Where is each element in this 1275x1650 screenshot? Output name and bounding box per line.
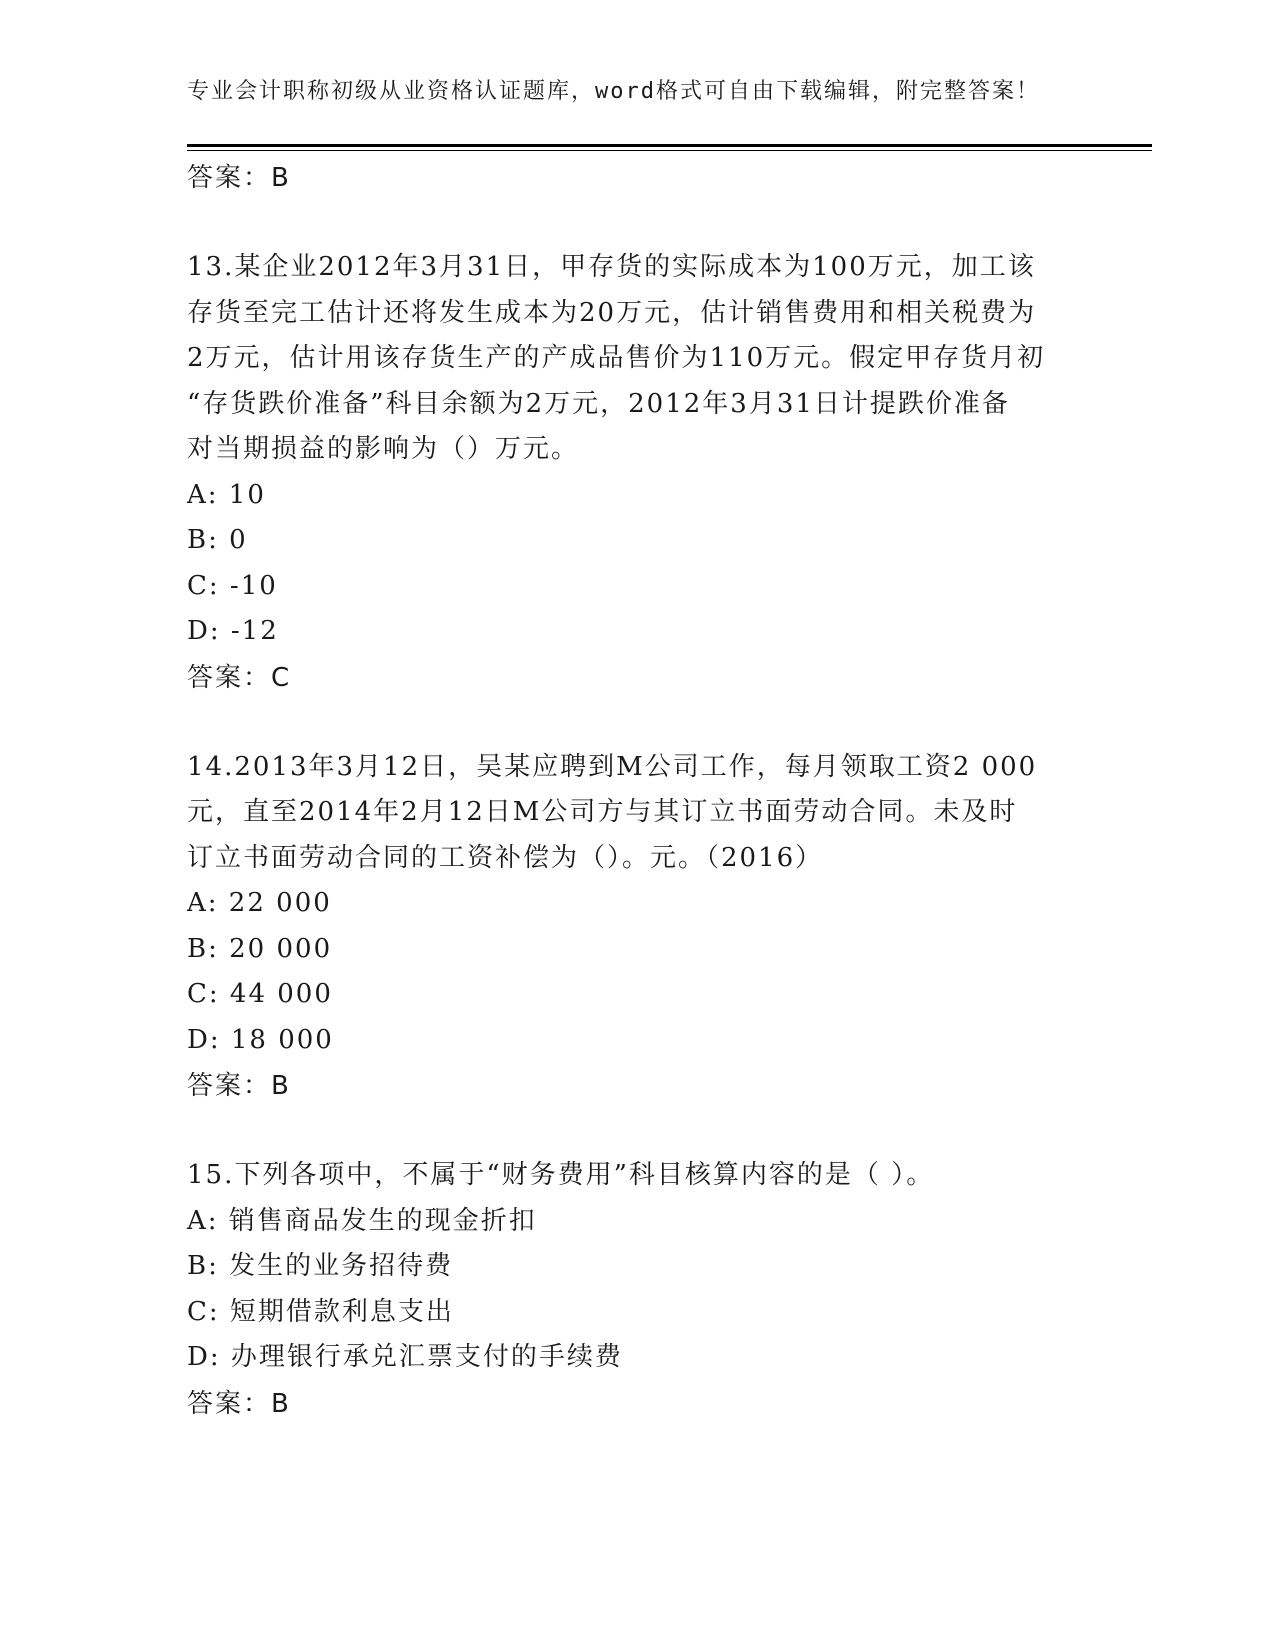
page-header: 专业会计职称初级从业资格认证题库，word格式可自由下载编辑，附完整答案！ (187, 79, 1040, 104)
option-a: A: 22 000 (187, 888, 332, 918)
answer-14: 答案：B (187, 1071, 291, 1101)
option-c: C: -10 (187, 570, 278, 601)
question-line: 存货至完工估计还将发生成本为20万元，估计销售费用和相关税费为 (187, 297, 1037, 328)
spacer (187, 701, 1087, 745)
answer-13: 答案：C (187, 662, 292, 693)
option-c: C: 短期借款利息支出 (187, 1296, 454, 1327)
option-d: D: 18 000 (187, 1024, 334, 1055)
question-line: 订立书面劳动合同的工资补偿为（）。元。（2016） (187, 842, 824, 873)
option-d: D: 办理银行承兑汇票支付的手续费 (187, 1342, 623, 1372)
question-line: 14.2013年3月12日，吴某应聘到M公司工作，每月领取工资2 000 (187, 751, 1038, 782)
answer-15: 答案：B (187, 1388, 291, 1419)
question-line: “存货跌价准备”科目余额为2万元，2012年3月31日计提跌价准备 (187, 388, 1010, 419)
option-c: C: 44 000 (187, 979, 333, 1009)
option-a: A: 10 (187, 479, 266, 510)
question-14 (187, 745, 1087, 1110)
header-rule-thick (187, 144, 1152, 147)
option-b: B: 20 000 (187, 933, 333, 964)
question-line: 元，直至2014年2月12日M公司方与其订立书面劳动合同。未及时 (187, 797, 1018, 827)
question-15-text (187, 1153, 1087, 1199)
option-b: B: 发生的业务招待费 (187, 1251, 454, 1281)
question-line: 15.下列各项中，不属于“财务费用”科目核算内容的是（ ）。 (187, 1160, 935, 1190)
answer-prev: 答案：B (187, 163, 291, 193)
question-line: 2万元，估计用该存货生产的产成品售价为110万元。假定甲存货月初 (187, 343, 1046, 373)
question-line: 对当期损益的影响为（）万元。 (187, 434, 580, 464)
question-14-text (187, 745, 1087, 882)
spacer (187, 1109, 1087, 1153)
header-rule-thin (187, 150, 1152, 151)
question-line: 13.某企业2012年3月31日，甲存货的实际成本为100万元，加工该 (187, 252, 1036, 282)
option-d: D: -12 (187, 616, 279, 646)
option-a: A: 销售商品发生的现金折扣 (187, 1205, 537, 1236)
option-b: B: 0 (187, 525, 248, 555)
question-13-text (187, 245, 1087, 473)
question-content (187, 155, 1087, 1427)
question-15 (187, 1153, 1087, 1427)
question-13 (187, 245, 1087, 701)
spacer (187, 201, 1087, 245)
